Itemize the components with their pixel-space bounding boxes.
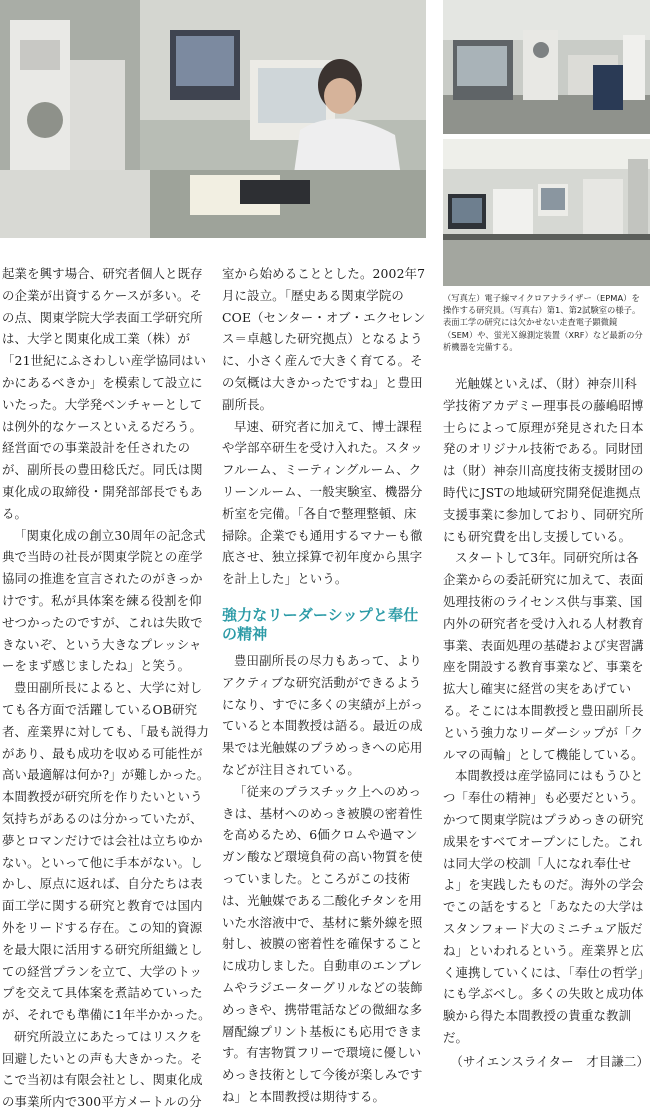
- article-column-3: [443, 373, 649, 1073]
- article-column-1: [2, 263, 211, 1113]
- author-byline: （サイエンスライター 才目謙二）: [450, 1053, 649, 1069]
- paragraph: 室から始めることとした。2002年7月に設立。「歴史ある関東学院のCOE（センター・オブ・エクセレンス＝卓越した研究拠点）となるように、小さく産んで大きく育てる。その気概は大きかったですね」と豊田副所長。: [222, 266, 426, 412]
- lab-room-photo-1: [443, 0, 650, 134]
- paragraph: 光触媒といえば、（財）神奈川科学技術アカデミー理事長の藤嶋昭博士らによって原理が発見された日本発のオリジナル技術である。同財団は（財）神奈川高度技術支援財団の時代にJSTの地域研究開発促進拠点支援事業に参加しており、同研究所にも研究費を出し支援している。: [443, 376, 644, 544]
- paragraph: 本間教授は産学協同にはもうひとつ「奉仕の精神」も必要だという。かつて関東学院はプラめっきの研究成果をすべてオープンにした。これは同大学の校訓「人になれ奉仕せよ」を実践したものだ。海外の学会でこの話をすると「あなたの大学はスタンフォード大のミニチュア版だね」といわれるという。産業界と広く連携していくには、「奉仕の哲学」にも学ぶべし。多くの失敗と成功体験から得た本間教授の貴重な教訓だ。: [443, 768, 644, 1045]
- paragraph: 豊田副所長によると、大学に対しても各方面で活躍しているOB研究者、産業界に対しても、「最も説得力があり、最も成功を収める可能性が高い最適解は何か?」が難しかった。本間教授が研究所を作りたいという気持ちがあるのは分かっていたが、夢とロマンだけでは会社は立ちゆかない。といって他に手本がない。しかし、原点に返れば、自分たちは表面工学に関する研究と教育では国内外をリードする存在。この知的資源を最大限に活用する研究所組織としての経営プランを立て、大学のトップを交えて具体案を煮詰めていったが、それでも準備に1年半かかった。: [2, 680, 211, 1023]
- paragraph: 研究所設立にあたってはリスクを回避したいとの声も大きかった。そこで当初は有限会社とし、関東化成の事業所内で300平方メートルの分: [2, 1028, 203, 1110]
- paragraph: 起業を興す場合、研究者個人と既存の企業が出資するケースが多い。その点、関東学院大学表面工学研究所は、大学と関東化成工業（株）が「21世紀にふさわしい産学協同はいかにあるべきか」を模索して設立にいたった。大学発ベンチャーとしては例外的なケースといえるだろう。経営面での事業設計を任されたのが、副所長の豊田稔氏だ。同氏は関東化成の取締役・開発部部長でもある。: [2, 266, 207, 521]
- paragraph: 「関東化成の創立30周年の記念式典で当時の社長が関東学院との産学協同の推進を宣言されたのがきっかけです。私が具体案を練る役割を仰せつかったのですが、これは失敗できないぞ、という大きなプレッシャーをまず感じましたね」と笑う。: [2, 527, 206, 674]
- paragraph: 豊田副所長の尽力もあって、よりアクティブな研究活動ができるようになり、すでに多くの実績が上がっていると本間教授は語る。最近の成果では光触媒のプラめっきへの応用などが注目されている。: [222, 652, 424, 777]
- photo-caption: （写真左）電子線マイクロアナライザー（EPMA）を操作する研究員。（写真右）第1、第2試験室の様子。表面工学の研究には欠かせない走査電子顕微鏡（SEM）や、蛍光Ｘ線測定装置（XRF）など最新の分析機器を完備する。: [443, 293, 643, 352]
- paragraph: 「従来のプラスチック上へのめっきは、基材へのめっき被膜の密着性を高めるため、6価クロムや過マンガン酸など環境負荷の高い物質を使っていました。ところがこの技術は、光触媒である二酸化チタンを用いた水溶液中で、基材に紫外線を照射し、被膜の密着性を確保することに成功しました。自動車のエンブレムやラジエーターグリルなどの装飾めっきや、携帯電話などの微細な多層配線プリント基板にも応用できます。有害物質フリーで環境に優しいめっき技術として今後が楽しみですね」と本間教授は期待する。: [222, 783, 423, 1104]
- paragraph: スタートして3年。同研究所は各企業からの委託研究に加えて、表面処理技術のライセンス供与事業、国内外の研究者を受け入れる人材教育事業、表面処理の基礎および実習講座を開設する教育事業など、事業を拡大し確実に経営の実をあげている。そこには本間教授と豊田副所長という強力なリーダーシップが「クルマの両輪」として機能している。: [443, 550, 644, 762]
- paragraph: 早速、研究者に加えて、博士課程や学部卒研生を受け入れた。スタッフルーム、ミーティングルーム、クリーンルーム、一般実験室、機器分析室を完備。「各自で整理整頓、床掃除。企業でも通用するマナーも徹底させ、独立採算で初年度から黒字を計上した」という。: [222, 418, 423, 587]
- section-heading: 強力なリーダーシップと奉仕の精神: [222, 605, 419, 643]
- lab-room-photo-2: [443, 139, 650, 286]
- researcher-at-epma-photo: [0, 0, 426, 238]
- article-column-2: [222, 263, 428, 1108]
